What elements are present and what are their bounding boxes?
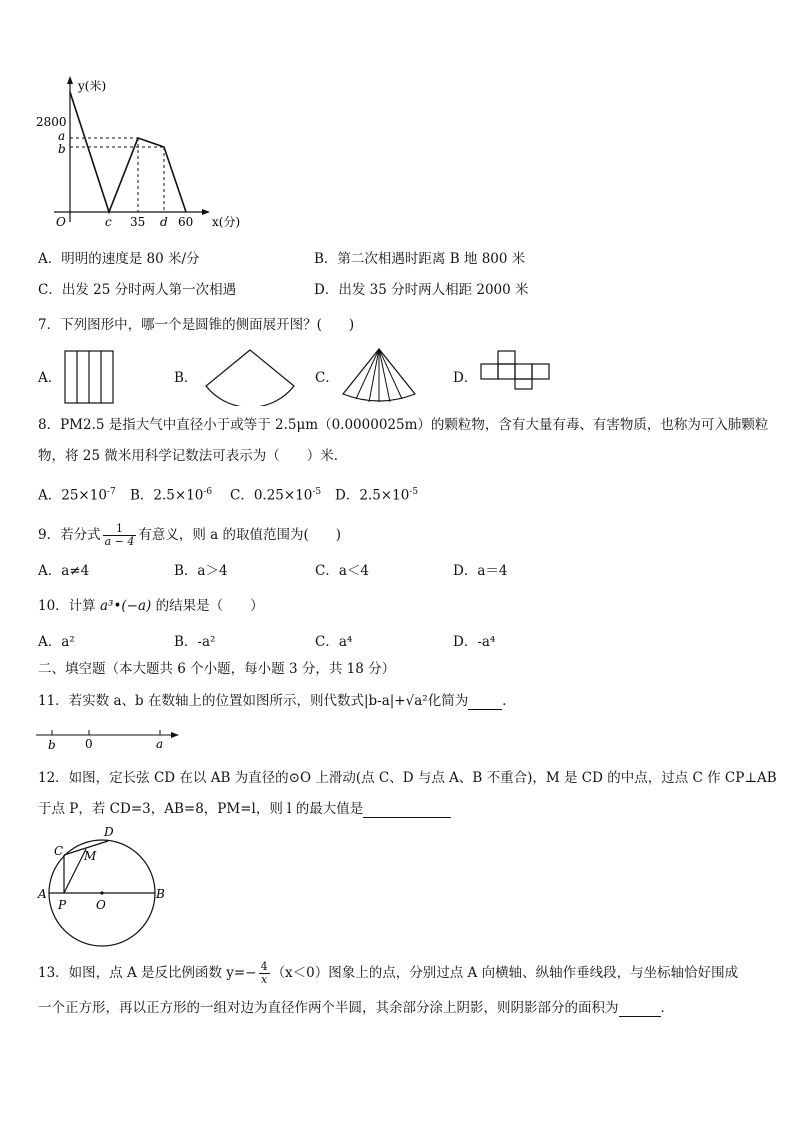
nl-label-0: 0 [85,737,93,751]
q11-sqrt: √a² [405,693,428,709]
fig-label-d: D [104,825,114,839]
x-tick-60: 60 [178,215,194,229]
q8-option-d: D．$2.5\times 10^{-5}$ [335,487,419,504]
q8-option-a: A．$25\times 10^{-7}$ [38,487,116,504]
x-tick-d: d [160,215,168,229]
y-tick-b: b [58,142,66,156]
q10-option-b: B．-a² [174,634,216,650]
y-tick-a: a [58,129,66,143]
fig-label-b: B [156,887,165,901]
q7-figure-d-cube-net [480,350,552,390]
distance-line [70,92,186,212]
q6-option-b: B．第二次相遇时距离 B 地 800 米 [314,251,526,267]
q11-number-line [34,724,184,754]
q11-stem: 11．若实数 a、b 在数轴上的位置如图所示，则代数式|b-a|+√a²化简为 ． [38,693,516,709]
q13-line2: 一个正方形，再以正方形的一组对边为直径作两个半圆，其余部分涂上阴影，则阴影部分的面积为 ． [38,1000,674,1016]
x-axis-label: x(分) [212,215,241,229]
q8-option-c: C．$0.25\times 10^{-5}$ [230,487,322,504]
q12-line1: 12．如图，定长弦 CD 在以 AB 为直径的⊙O 上滑动(点 C、D 与点 A、B 不重合)，M 是 CD 的中点，过点 C 作 CP⊥AB [38,770,777,786]
q6-option-c: C．出发 25 分时两人第一次相遇 [38,282,237,298]
y-axis-arrow [67,76,73,84]
q8-line1: 8．PM2.5 是指大气中直径小于或等于 2.5μm（0.0000025m）的颗粒物，含有大量有毒、有害物质，也称为可入肺颗粒 [38,417,769,433]
q10-option-a: A．a² [38,634,75,650]
y-axis-label: y(米) [78,79,107,93]
q11-answer-blank[interactable] [468,709,502,710]
fig-label-p: P [58,898,67,912]
x-axis-arrow [202,209,210,215]
fig-label-a: A [38,887,47,901]
q7-option-a-label: A． [38,370,62,386]
nl-label-a: a [156,737,164,751]
q10-stem: 10．计算 a³•(−a) 的结果是（ ） [38,598,264,614]
q9-option-d: D．a＝4 [453,563,508,579]
y-tick-2800: 2800 [36,115,67,129]
q9-stem: 9．若分式 $\frac{1}{a - 4}$ 有意义，则 a 的取值范围为( ) [38,522,342,548]
q10-option-d: D．-a⁴ [453,634,496,650]
q7-option-c-label: C． [315,370,339,386]
q8-line2: 物，将 25 微米用科学记数法可表示为（ ）米． [38,448,348,464]
q7-stem: 7．下列图形中，哪一个是圆锥的侧面展开图？( ) [38,317,355,333]
q9-fraction: $\frac{1}{a - 4}$ [104,522,135,548]
q12-answer-blank[interactable] [363,817,451,818]
q13-line1: 13．如图，点 A 是反比例函数 y=− $\frac{4}{x}$ （x＜0）图象上的点，分别过点 A 向横轴、纵轴作垂线段，与坐标轴恰好围成 [38,960,739,986]
q7-option-b-label: B． [174,370,198,386]
fig-label-c: C [54,844,64,858]
q13-answer-blank[interactable] [619,1016,661,1017]
x-tick-c: c [105,215,112,229]
q12-circle-figure [34,823,174,951]
fig-label-o: O [96,898,106,912]
fig-label-m: M [84,849,97,863]
q9-option-b: B．a＞4 [174,563,228,579]
q10-option-c: C．a⁴ [315,634,353,650]
q9-option-c: C．a＜4 [315,563,369,579]
section-fill-in-title: 二、填空题（本大题共 6 个小题，每小题 3 分，共 18 分） [38,661,396,677]
nl-label-b: b [48,738,56,752]
q7-option-d-label: D． [453,370,478,386]
q13-fraction: $\frac{4}{x}$ [260,960,268,986]
q12-line2: 于点 P，若 CD=3，AB=8，PM=l，则 l 的最大值是 [38,800,451,818]
q7-figure-a-rectangles [64,350,116,406]
q9-option-a: A．a≠4 [38,563,90,579]
origin-label: O [56,215,66,229]
q7-figure-b-sector [200,346,300,406]
x-tick-35: 35 [130,215,146,229]
q6-option-d: D．出发 35 分时两人相距 2000 米 [314,282,529,298]
travel-graph [34,72,264,232]
q6-option-a: A．明明的速度是 80 米/分 [38,251,200,267]
q8-option-b: B．$2.5\times 10^{-6}$ [130,487,213,504]
q7-figure-c-fan [338,346,420,406]
